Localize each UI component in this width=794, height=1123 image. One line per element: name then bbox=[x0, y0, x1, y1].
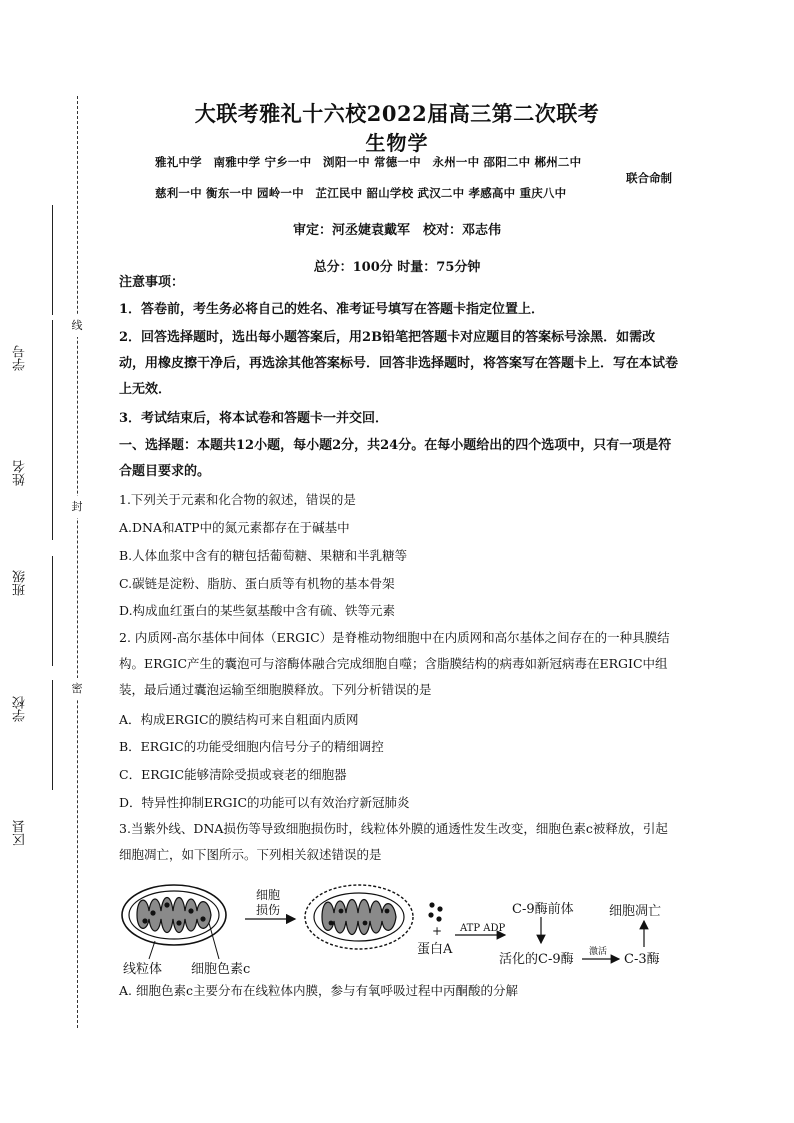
school-label: 学校 bbox=[13, 696, 28, 722]
question-3-stem: 3.当紫外线、DNA损伤等导致细胞损伤时，线粒体外膜的通透性发生改变，细胞色素c被释放，引起细胞凋亡，如下图所示。下列相关叙述错误的是 bbox=[119, 821, 668, 862]
score-time-line: 总分：100分 时量：75分钟 bbox=[313, 260, 481, 275]
question-1-option-c: C.碳链是淀粉、脂肪、蛋白质等有机物的基本骨架 bbox=[119, 576, 395, 591]
schools-line-2: 慈利一中 衡东一中 园岭一中 芷江民中 韶山学校 武汉二中 孝感高中 重庆八中 bbox=[155, 186, 567, 200]
question-2-stem: 2. 内质网-高尔基体中间体（ERGIC）是脊椎动物细胞中在内质网和高尔基体之间存在的一种具膜结构。ERGIC产生的囊泡可与溶酶体融合完成细胞自噬；含脂膜结构的病毒如新冠病毒在ERGIC中组装，最后通过囊泡运输至细胞膜释放。下列分析错误的是 bbox=[119, 630, 670, 697]
review-line: 审定：河丞婕袁戴军 校对：邓志伟 bbox=[292, 223, 501, 238]
question-1-stem: 1.下列关于元素和化合物的叙述，错误的是 bbox=[119, 492, 356, 507]
note-item-2: 2．回答选择题时，选出每小题答案后，用2B铅笔把答题卡对应题目的答案标号涂黑．如需改动，用橡皮擦干净后，再选涂其他答案标号．回答非选择题时，将答案写在答题卡上．写在本试卷上无效． bbox=[119, 330, 679, 397]
binding-word-seal: 封 bbox=[66, 496, 88, 518]
name-underline bbox=[52, 320, 53, 430]
released-cytochrome-c-dots bbox=[428, 902, 442, 921]
school-underline bbox=[52, 556, 53, 666]
schools-line-1: 雅礼中学 南雅中学 宁乡一中 浏阳一中 常德一中 永州一中 邵阳二中 郴州二中 bbox=[155, 155, 582, 169]
label-cytochrome-c: 细胞色素c bbox=[191, 962, 251, 977]
class-underline bbox=[52, 430, 53, 540]
question-1-option-d: D.构成血红蛋白的某些氨基酸中含有硫、铁等元素 bbox=[119, 603, 396, 618]
binding-word-line: 线 bbox=[66, 315, 88, 337]
binding-word-secret: 密 bbox=[66, 678, 88, 700]
label-apoptosis: 细胞凋亡 bbox=[609, 904, 662, 919]
exam-subject: 生物学 bbox=[365, 131, 429, 155]
label-c3: C-3酶 bbox=[624, 952, 660, 967]
question-1-option-a: A.DNA和ATP中的氮元素都存在于碱基中 bbox=[119, 520, 350, 535]
label-protein-a: 蛋白A bbox=[417, 942, 453, 957]
label-mitochondrion: 线粒体 bbox=[123, 962, 163, 977]
name-label: 姓名 bbox=[13, 460, 28, 486]
student-id-label: 学号 bbox=[13, 345, 28, 371]
joint-compiled-label: 联合命制 bbox=[626, 171, 672, 185]
label-atp-adp: ATP ADP bbox=[460, 923, 506, 934]
question-2-option-d: D．特异性抑制ERGIC的功能可以有效治疗新冠肺炎 bbox=[119, 795, 410, 810]
mitochondrion-intact-shape bbox=[122, 885, 226, 945]
question-2-option-c: C．ERGIC能够清除受损或衰老的细胞器 bbox=[119, 767, 347, 782]
question-2-option-a: A．构成ERGIC的膜结构可来自粗面内质网 bbox=[119, 712, 359, 727]
label-activate: 激活 bbox=[589, 947, 608, 957]
label-c9-precursor: C-9酶前体 bbox=[512, 902, 574, 917]
question-1-option-b: B.人体血浆中含有的糖包括葡萄糖、果糖和半乳糖等 bbox=[119, 548, 408, 563]
label-plus: + bbox=[432, 924, 443, 938]
notes-heading: 注意事项： bbox=[119, 275, 185, 290]
question-3-option-a: A. 细胞色素c主要分布在线粒体内膜，参与有氧呼吸过程中丙酮酸的分解 bbox=[119, 983, 518, 998]
apoptosis-pathway-diagram bbox=[119, 875, 679, 980]
label-cell-damage-1: 细胞 bbox=[256, 888, 281, 902]
note-item-3: 3．考试结束后，将本试卷和答题卡一并交回． bbox=[119, 411, 389, 426]
label-active-c9: 活化的C-9酶 bbox=[499, 952, 574, 967]
exam-title: 大联考雅礼十六校2022届高三第二次联考 bbox=[194, 101, 600, 126]
leader-line-mitochondrion bbox=[149, 941, 155, 959]
note-item-1: 1．答卷前，考生务必将自己的姓名、准考证号填写在答题卡指定位置上． bbox=[119, 302, 545, 317]
question-2-option-b: B．ERGIC的功能受细胞内信号分子的精细调控 bbox=[119, 739, 384, 754]
district-label: 区县 bbox=[13, 820, 28, 846]
district-underline bbox=[52, 680, 53, 790]
label-cell-damage-2: 损伤 bbox=[256, 903, 281, 917]
class-label: 班级 bbox=[13, 570, 28, 596]
mitochondrion-damaged-shape bbox=[305, 885, 413, 949]
section-1-heading: 一、选择题：本题共12小题，每小题2分，共24分。在每小题给出的四个选项中，只有一项是符合题目要求的。 bbox=[119, 438, 672, 479]
